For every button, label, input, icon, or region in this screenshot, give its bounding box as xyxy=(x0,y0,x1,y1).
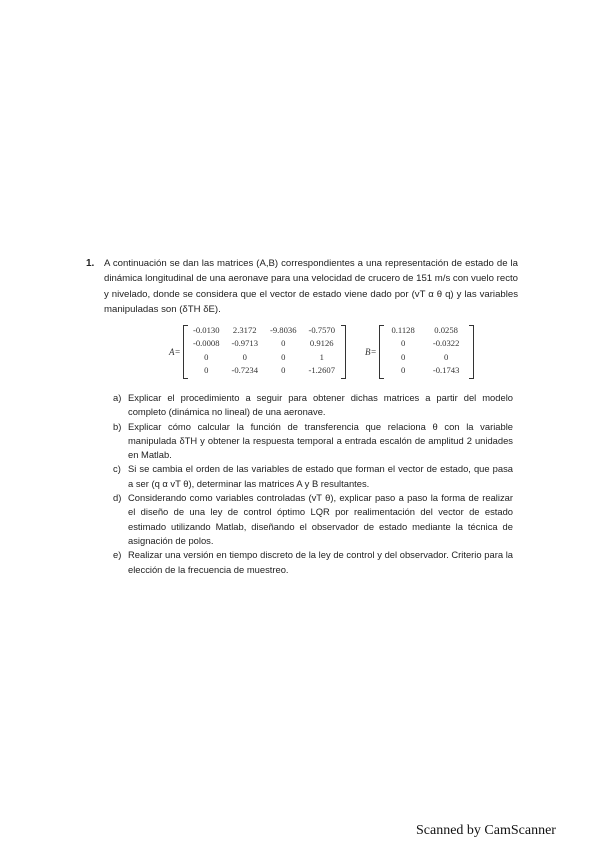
matrix-a-label: A= xyxy=(169,347,181,357)
task-item-label: d) xyxy=(113,492,122,504)
matrix-a-cell: 2.3172 xyxy=(232,324,257,335)
matrix-b-cell: -0.0322 xyxy=(432,338,460,349)
matrix-a-cell: 0 xyxy=(204,351,209,362)
question-intro: A continuación se dan las matrices (A,B) correspondientes a una representación de estado de la dinámica longitudinal de una aeronave para una velocidad de crucero de 151 m/s con vuelo recto y nivelado, donde se considera que el vector de estado viene dado por (vT α θ q) y las variables manipuladas son (δTH δE). xyxy=(104,258,518,315)
matrix-a-cell: -0.0130 xyxy=(193,324,220,335)
matrix-a-row xyxy=(187,350,341,364)
matrix-a xyxy=(187,323,341,377)
matrix-a-right-bracket xyxy=(341,325,346,379)
task-item-text: Realizar una versión en tiempo discreto de la ley de control y del observador. Criterio para la elección de la frecuencia de muestreo. xyxy=(128,549,513,575)
matrix-b-right-bracket xyxy=(469,325,474,379)
matrix-a-cell: 0 xyxy=(281,365,286,376)
matrix-a-cell: 0 xyxy=(281,351,286,362)
matrix-a-row xyxy=(187,364,341,378)
matrix-a-cell: -9.8036 xyxy=(270,324,297,335)
task-item xyxy=(113,462,513,491)
task-item xyxy=(113,548,513,577)
matrix-b-cell: -0.1743 xyxy=(432,365,460,376)
matrix-b-row xyxy=(383,337,469,351)
matrix-a-cell: 0.9126 xyxy=(309,338,334,349)
task-item-text: Explicar el procedimiento a seguir para obtener dichas matrices a partir del modelo completo (dinámica no lineal) de una aeronave. xyxy=(128,392,513,418)
task-item-label: e) xyxy=(113,549,122,561)
matrix-a-cell: 0 xyxy=(281,338,286,349)
question-number: 1. xyxy=(86,258,95,269)
matrix-a-row xyxy=(187,323,341,337)
matrix-b-row xyxy=(383,364,469,378)
scanner-watermark: Scanned by CamScanner xyxy=(416,823,556,838)
matrix-a-cell: -0.0008 xyxy=(193,338,220,349)
task-item xyxy=(113,491,513,548)
matrix-a-cell: -0.9713 xyxy=(231,338,258,349)
state-space-matrices xyxy=(165,323,495,383)
matrix-b-row xyxy=(383,350,469,364)
matrix-a-cell: 0 xyxy=(204,365,209,376)
matrix-b-cell: 0.1128 xyxy=(391,324,415,335)
matrix-b-label: B= xyxy=(365,347,377,357)
matrix-a-cell: -1.2607 xyxy=(308,365,335,376)
matrix-a-row xyxy=(187,337,341,351)
matrix-a-cell: 1 xyxy=(319,351,324,362)
task-item-text: Explicar cómo calcular la función de transferencia que relaciona θ con la variable manipulada δTH y obtener la respuesta temporal a entrada escalón de amplitud 2 unidades en Matlab. xyxy=(128,420,513,461)
task-item-label: c) xyxy=(113,463,121,475)
matrix-b xyxy=(383,323,469,377)
matrix-a-cell: 0 xyxy=(242,351,247,362)
matrix-a-cell: -0.7570 xyxy=(308,324,335,335)
matrix-b-cell: 0 xyxy=(400,338,406,349)
matrix-b-cell: 0 xyxy=(443,351,449,362)
task-item-text: Considerando como variables controladas (vT θ), explicar paso a paso la forma de realizar el diseño de una ley de control óptimo LQR por realimentación del vector de estado estimado utilizando Matlab, diseñando el observador de estado mediante la técnica de asignación de polos. xyxy=(128,492,513,546)
task-item xyxy=(113,420,513,463)
task-list xyxy=(113,391,513,577)
matrix-b-cell: 0 xyxy=(400,365,406,376)
matrix-b-cell: 0.0258 xyxy=(434,324,458,335)
task-item-text: Si se cambia el orden de las variables de estado que forman el vector de estado, que pasa a ser (q α vT θ), determinar las matrices A y B resultantes. xyxy=(128,463,513,489)
task-item xyxy=(113,391,513,420)
matrix-b-row xyxy=(383,323,469,337)
task-item-label: b) xyxy=(113,420,122,432)
matrix-b-cell: 0 xyxy=(400,351,406,362)
task-item-label: a) xyxy=(113,392,122,403)
matrix-a-cell: -0.7234 xyxy=(231,365,258,376)
